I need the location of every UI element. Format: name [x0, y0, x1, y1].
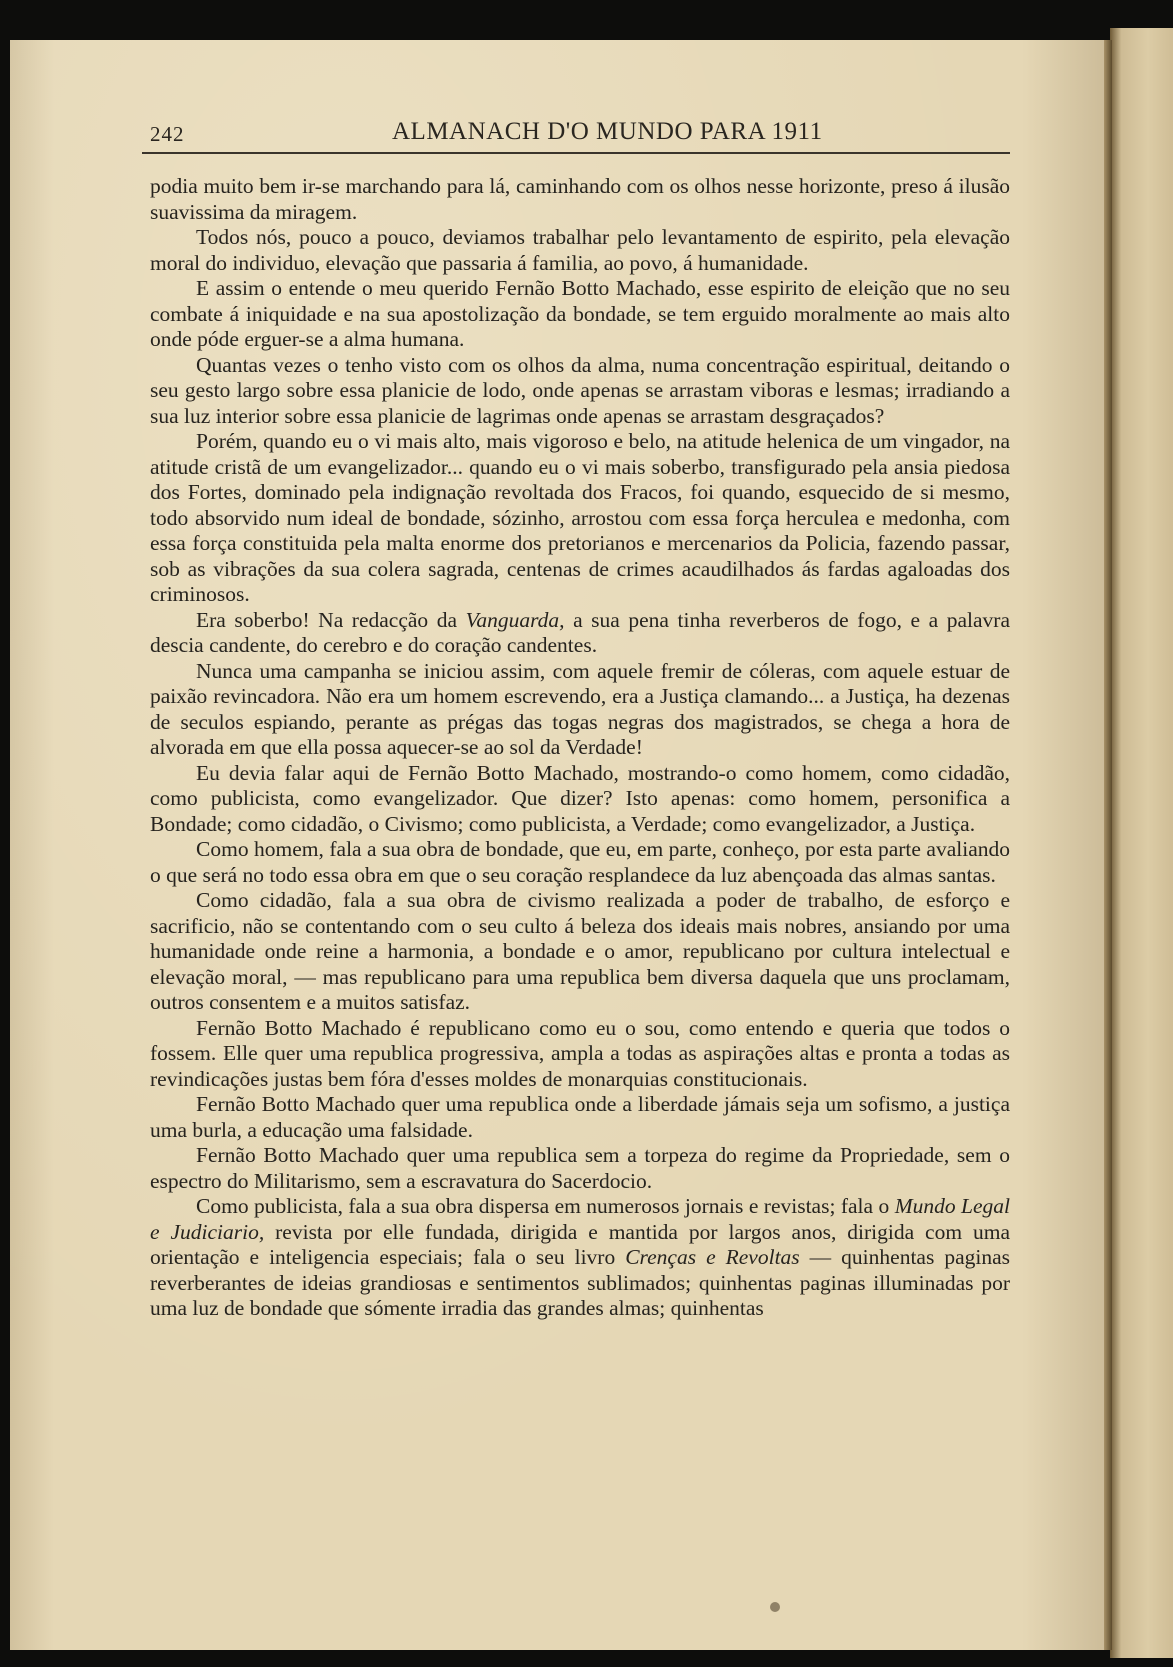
paragraph	[150, 608, 1010, 659]
paragraph-text: revista por elle fundada, dirigida e mantida por largos anos, dirigida com uma orientação e inteligencia especiais; fala o seu livro	[150, 1219, 1010, 1269]
page-header	[140, 118, 1010, 152]
paragraph-text: Como publicista, fala a sua obra dispersa em numerosos jornais e revistas; fala o	[196, 1194, 895, 1218]
header-rule	[142, 152, 1010, 154]
ink-smudge	[770, 1602, 780, 1612]
paragraph: podia muito bem ir-se marchando para lá, caminhando com os olhos nesse horizonte, preso á ilusão suavissima da miragem.	[150, 174, 1010, 224]
article-body	[150, 174, 1010, 1322]
paragraph: E assim o entende o meu querido Fernão Botto Machado, esse espirito de eleição que no seu combate á iniquidade e na sua apostolização da bondade, se tem erguido moralmente ao mais alto onde póde erguer-se a alma humana.	[150, 276, 1010, 351]
paragraph-text: Era soberbo! Na redacção da	[196, 607, 466, 632]
paragraph: Todos nós, pouco a pouco, deviamos trabalhar pelo levantamento de espirito, pela elevação moral do individuo, elevação que passaria á familia, ao povo, á humanidade.	[150, 225, 1010, 275]
paragraph: Fernão Botto Machado quer uma republica sem a torpeza do regime da Propriedade, sem o espectro do Militarismo, sem a escravatura do Sacerdocio.	[150, 1143, 1010, 1193]
magazine-title: Mundo Legal e Judiciario,	[150, 1194, 1010, 1244]
page-number: 242	[150, 122, 185, 146]
page-gutter-shadow	[1104, 40, 1112, 1650]
paragraph: Como homem, fala a sua obra de bondade, que eu, em parte, conheço, por esta parte avaliando o que será no todo essa obra em que o seu coração resplandece da luz abençoada das almas santas.	[150, 837, 1010, 887]
facing-page-edge	[1110, 28, 1173, 1658]
paragraph: Quantas vezes o tenho visto com os olhos da alma, numa concentração espiritual, deitando o seu gesto largo sobre essa planicie de lodo, onde apenas se arrastam viboras e lesmas; irradiando a sua luz interior sobre essa planicie de lagrimas onde apenas se arrastam desgraçados?	[150, 352, 1010, 428]
paragraph-text: a sua pena tinha reverberos de fogo, e a palavra descia candente, do cerebro e do coração candentes.	[150, 607, 1010, 657]
paragraph: Como cidadão, fala a sua obra de civismo realizada a poder de trabalho, de esforço e sacrificio, não se contentando com o seu culto á beleza dos ideais mais nobres, ansiando por uma humanidade onde reine a harmonia, a bondade e o amor, republicano por cultura intelectual e elevação moral, — mas republicano para uma republica bem diversa daquela que uns proclamam, outros consentem e a muitos satisfaz.	[150, 888, 1010, 1014]
newspaper-title: Vanguarda,	[465, 607, 565, 632]
paragraph: Porém, quando eu o vi mais alto, mais vigoroso e belo, na atitude helenica de um vingador, na atitude cristã de um evangelizador... quando eu o vi mais soberbo, transfigurado pela ansia piedosa dos Fortes, dominado pela indignação revoltada dos Fracos, foi quando, esquecido de si mesmo, todo absorvido num ideal de bondade, sózinho, arrostou com essa força herculea e medonha, com essa força constituida pela malta enorme dos pretorianos e mercenarios da Policia, fazendo passar, sob as vibrações da sua colera sagrada, centenas de crimes acaudilhados ás fardas agaloadas dos criminosos.	[150, 429, 1010, 606]
paragraph: Nunca uma campanha se iniciou assim, com aquele fremir de cóleras, com aquele estuar de paixão revincadora. Não era um homem escrevendo, era a Justiça clamando... a Justiça, ha dezenas de seculos espiando, perante as prégas das togas negras dos magistrados, se chega a hora de alvorada em que ella possa aquecer-se ao sol da Verdade!	[150, 658, 1010, 759]
paragraph: Eu devia falar aqui de Fernão Botto Machado, mostrando-o como homem, como cidadão, como publicista, como evangelizador. Que dizer? Isto apenas: como homem, personifica a Bondade; como cidadão, o Civismo; como publicista, a Verdade; como evangelizador, a Justiça.	[150, 760, 1010, 836]
paragraph-text: — quinhentas paginas reverberantes de ideias grandiosas e sentimentos sublimados; quinhentas paginas illuminadas por uma luz de bondade que sómente irradia das grandes almas; quinhentas	[150, 1245, 1011, 1320]
running-title: ALMANACH D'O MUNDO PARA 1911	[392, 118, 823, 145]
paragraph: Fernão Botto Machado quer uma republica onde a liberdade jámais seja um sofismo, a justiça uma burla, a educação uma falsidade.	[150, 1092, 1010, 1142]
paragraph	[150, 1194, 1010, 1322]
book-title: Crenças e Revoltas	[625, 1245, 800, 1269]
paragraph: Fernão Botto Machado é republicano como eu o sou, como entendo e queria que todos o fossem. Elle quer uma republica progressiva, ampla a todas as aspirações altas e pronta a todas as revindicações justas bem fóra d'esses moldes de monarquias constitucionais.	[150, 1015, 1010, 1091]
